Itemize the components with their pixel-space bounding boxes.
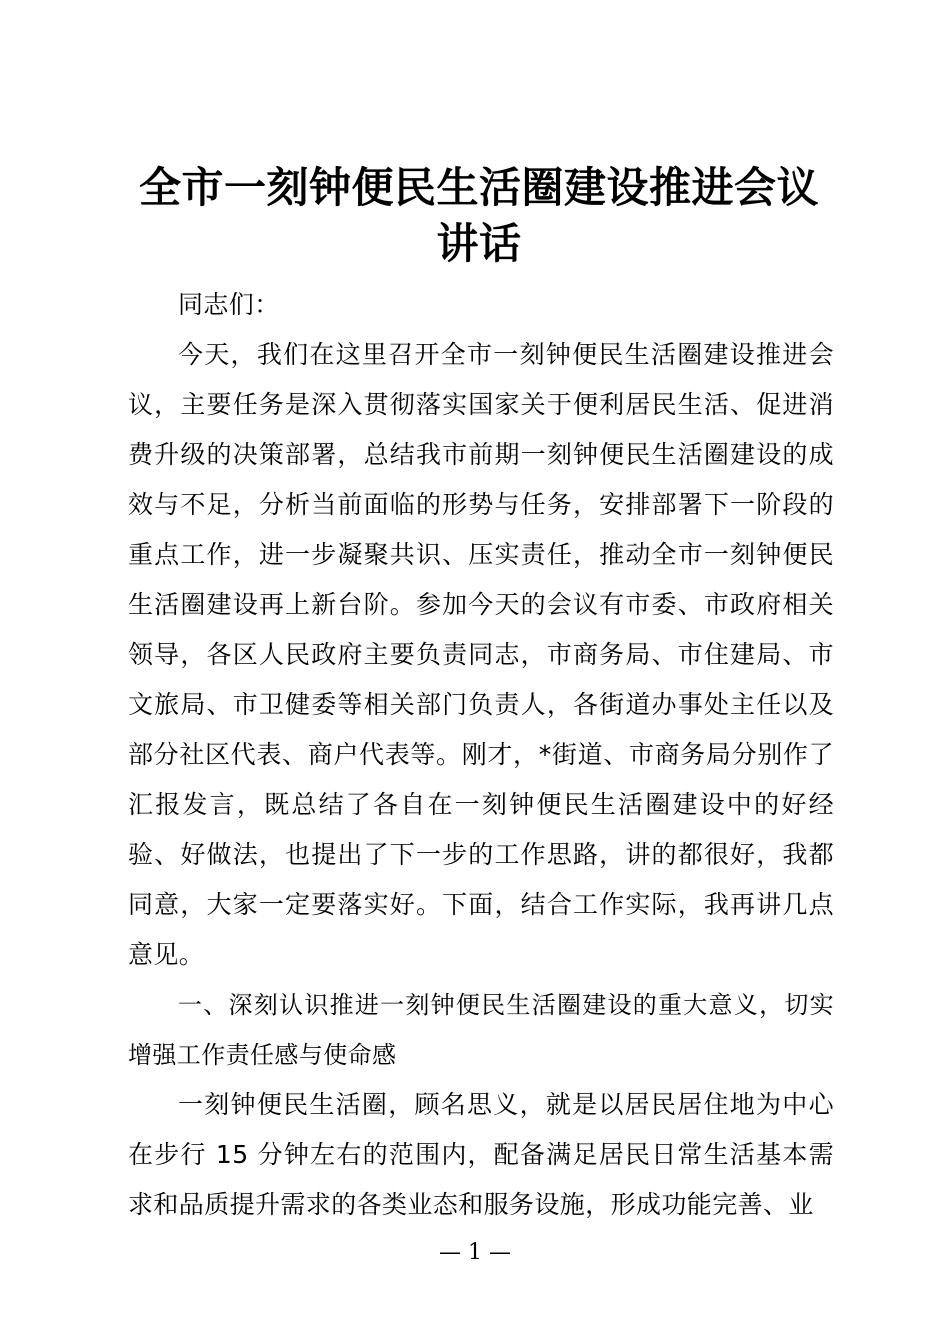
body-paragraph: 今天，我们在这里召开全市一刻钟便民生活圈建设推进会议，主要任务是深入贯彻落实国家关于便利居民生活、促进消费升级的决策部署，总结我市前期一刻钟便民生活圈建设的成效与不足，分析当前面临的形势与任务，安排部署下一阶段的重点工作，进一步凝聚共识、压实责任，推动全市一刻钟便民生活圈建设再上新台阶。参加今天的会议有市委、市政府相关领导，各区人民政府主要负责同志，市商务局、市住建局、市文旅局、市卫健委等相关部门负责人，各街道办事处主任以及部分社区代表、商户代表等。刚才，*街道、市商务局分别作了汇报发言，既总结了各自在一刻钟便民生活圈建设中的好经验、好做法，也提出了下一步的工作思路，讲的都很好，我都同意，大家一定要落实好。下面，结合工作实际，我再讲几点意见。 <box>128 340 834 969</box>
document-title: 全市一刻钟便民生活圈建设推进会议讲话 <box>138 163 819 268</box>
page-number: — 1 — <box>439 1240 511 1265</box>
section-paragraph: 一刻钟便民生活圈，顾名思义，就是以居民居住地为中心在步行 15 分钟左右的范围内，配备满足居民日常生活基本需求和品质提升需求的各类业态和服务设施，形成功能完善、业 <box>128 1090 834 1219</box>
section-heading: 一、深刻认识推进一刻钟便民生活圈建设的重大意义，切实增强工作责任感与使命感 <box>128 991 834 1069</box>
document-body <box>128 280 834 1230</box>
greeting: 同志们： <box>178 290 280 319</box>
